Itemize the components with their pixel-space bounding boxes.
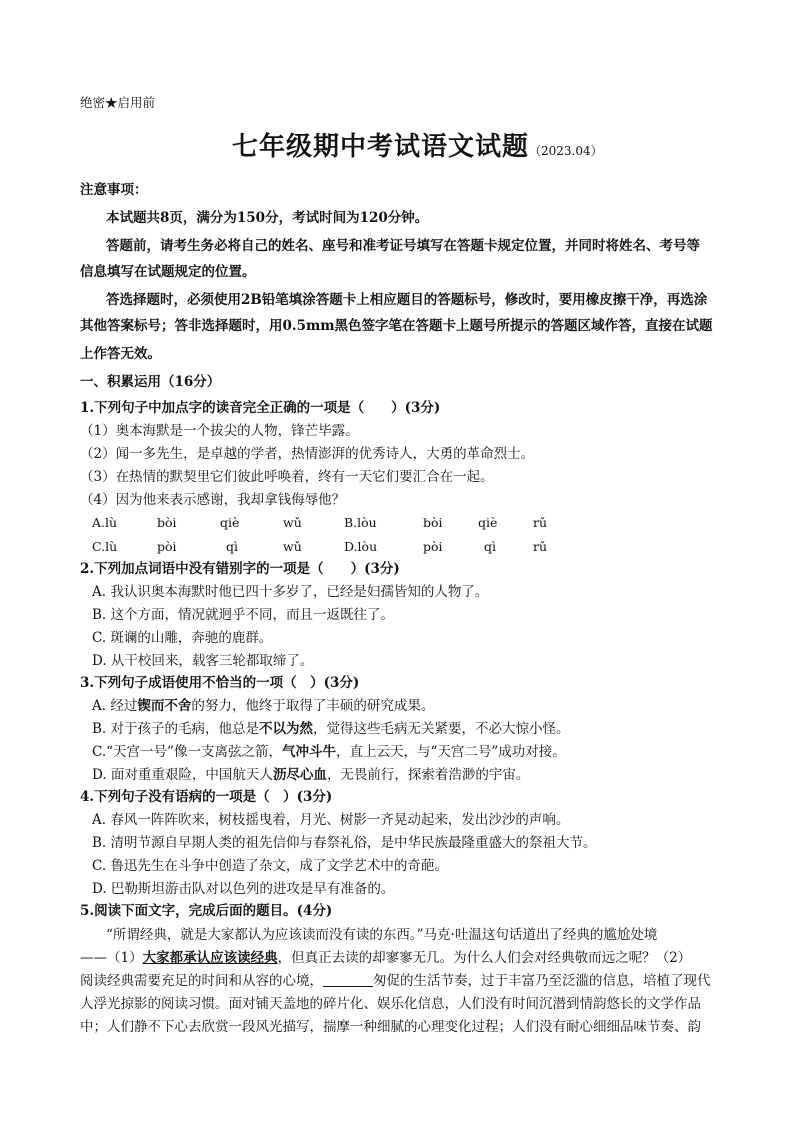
notice-line-1: 本试题共8页，满分为150分，考试时间为120分钟。 [106, 210, 429, 226]
question-1-item: （2）闻一多先生，是卓越的学者，热情澎湃的优秀诗人，大勇的革命烈士。 [80, 446, 535, 462]
notice-line-2: 答题前，请考生务必将自己的姓名、座号和准考证号填写在答题卡规定位置，并同时将姓名、考号等 [106, 238, 700, 254]
option-b-reading: qiè [478, 515, 498, 530]
question-1-stem: 1.下列句子中加点字的读音完全正确的一项是（ ）(3分) [80, 400, 441, 416]
question-3-option: C.“天宫一号”像一支离弦之箭，气冲斗牛，直上云天，与“天宫二号”成功对接。 [92, 744, 566, 760]
option-c-reading: wǔ [283, 539, 302, 554]
section-heading: 一、积累运用（16分） [80, 374, 221, 390]
option-c-label: C.lù [92, 539, 118, 554]
option-c-reading: pòi [157, 539, 177, 554]
question-5-stem: 5.阅读下面文字，完成后面的题目。(4分) [80, 903, 333, 919]
option-c-reading: qì [226, 539, 238, 554]
notice-line-3: 信息填写在试题规定的位置。 [80, 264, 256, 280]
question-1-item: （3）在热情的默契里它们彼此呼唤着，终有一天它们要汇合在一起。 [80, 469, 494, 485]
passage-line-5: 中；人们静不下心去欣赏一段风光描写，揣摩一种细腻的心理变化过程；人们没有耐心细细品味节奏、韵 [80, 1019, 701, 1035]
option-d-reading: qì [484, 539, 496, 554]
question-1-item: （4）因为他来表示感谢，我却拿钱侮辱他？ [80, 492, 346, 508]
option-d-reading: pòi [423, 539, 443, 554]
passage-line-4: 人浮光掠影的阅读习惯。面对铺天盖地的碎片化、娱乐化信息，人们没有时间沉潜到情韵悠长的文学作品 [80, 996, 701, 1012]
page-title [232, 130, 603, 168]
option-a-reading: wǔ [283, 515, 302, 530]
option-b-reading: rǔ [533, 515, 548, 530]
option-a-reading: bòi [157, 515, 177, 530]
option-a-label: A.lù [92, 515, 118, 530]
question-4-stem: 4.下列句子没有语病的一项是（ ）(3分) [80, 789, 333, 805]
question-1-item: （1）奥本海默是一个拔尖的人物，锋芒毕露。 [80, 423, 359, 439]
answer-blank[interactable] [323, 972, 373, 987]
question-3-option: D. 面对重重艰险，中国航天人沥尽心血，无畏前行，探索着浩渺的宇宙。 [92, 767, 530, 783]
passage-line-2: ——（1）大家都承认应该读经典，但真正去读的却寥寥无几。为什么人们会对经典敬而远之呢？（2） [80, 950, 692, 966]
passage-line-1: “所谓经典，就是大家都认为应该读而没有读的东西。”马克·吐温这句话道出了经典的尴尬处境 [106, 927, 658, 943]
question-4-option: B. 清明节源自早期人类的祖先信仰与春祭礼俗，是中华民族最隆重盛大的祭祖大节。 [92, 835, 597, 851]
question-4-option: C. 鲁迅先生在斗争中创造了杂文，成了文学艺术中的奇葩。 [92, 858, 448, 874]
option-a-reading: qiè [220, 515, 240, 530]
question-4-option: D. 巴勒斯坦游击队对以色列的进攻是早有准备的。 [92, 881, 395, 897]
question-2-option: D. 从干校回来，载客三轮都取缔了。 [92, 653, 314, 669]
question-2-stem: 2.下列加点词语中没有错别字的一项是（ ）(3分) [80, 561, 400, 577]
question-2-option: A. 我认识奥本海默时他已四十多岁了，已经是妇孺皆知的人物了。 [92, 584, 489, 600]
option-b-label: B.lòu [344, 515, 377, 530]
option-b-reading: bòi [423, 515, 443, 530]
title-date: （2023.04） [529, 144, 603, 158]
option-d-label: D.lòu [344, 539, 378, 554]
title-text: 七年级期中考试语文试题 [232, 132, 530, 162]
question-4-option: A. 春风一阵阵吹来，树枝摇曳着，月光、树影一齐晃动起来，发出沙沙的声响。 [92, 812, 570, 828]
notice-line-6: 上作答无效。 [80, 346, 161, 362]
notice-line-5: 其他答案标号；答非选择题时，用0.5mm黑色签字笔在答题卡上题号所提示的答题区域作答，直接在试题 [80, 318, 713, 334]
notice-heading: 注意事项： [80, 182, 148, 198]
option-d-reading: rǔ [533, 539, 548, 554]
question-2-option: B. 这个方面，情况就迥乎不同，而且一返既往了。 [92, 607, 395, 623]
notice-line-4: 答选择题时，必须使用2B铅笔填涂答题卡上相应题目的答题标号，修改时，要用橡皮擦干净，再选涂 [106, 292, 708, 308]
passage-line-3: 阅读经典需要充足的时间和从容的心境， 匆促的生活节奏，过于丰富乃至泛滥的信息，培植了现代 [80, 973, 711, 989]
secret-label: 绝密★启用前 [80, 95, 156, 110]
question-3-option: A. 经过锲而不舍的努力，他终于取得了丰硕的研究成果。 [92, 698, 435, 714]
question-2-option: C. 斑谰的山雕，奔驰的鹿群。 [92, 630, 273, 646]
question-3-option: B. 对于孩子的毛病，他总是不以为然，觉得这些毛病无关紧要，不必大惊小怪。 [92, 721, 570, 737]
question-3-stem: 3.下列句子成语使用不恰当的一项（ ）(3分) [80, 675, 360, 691]
